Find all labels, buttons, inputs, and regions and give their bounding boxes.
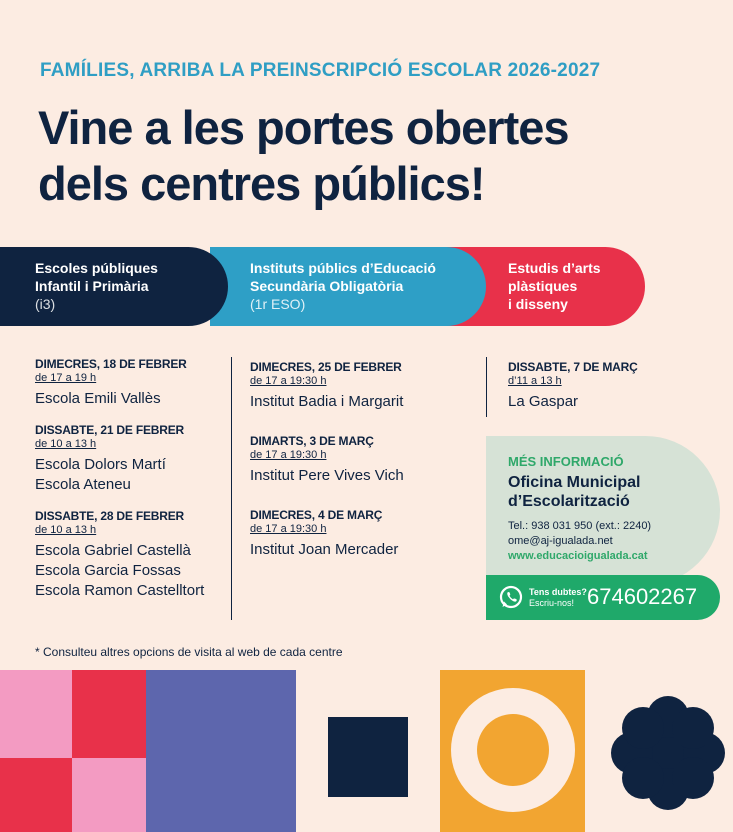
- event-place: Escola Emili Vallès: [35, 390, 161, 407]
- category-arts-line-2: plàstiques: [508, 278, 578, 294]
- footnote: * Consulteu altres opcions de visita al web de cada centre: [35, 645, 343, 659]
- info-phone: Tel.: 938 031 950 (ext.: 2240): [508, 520, 652, 532]
- red-square-decoration: [0, 758, 72, 832]
- school-name: Escola Garcia Fossas: [35, 562, 181, 579]
- event-item: [35, 357, 225, 409]
- event-item: [250, 508, 470, 560]
- event-day: DIMECRES, 25 DE FEBRER: [250, 360, 402, 374]
- category-secondary-sub: (1r ESO): [250, 296, 306, 312]
- event-time: de 17 a 19:30 h: [250, 375, 327, 387]
- whatsapp-icon: [498, 584, 524, 610]
- event-time: de 17 a 19:30 h: [250, 449, 327, 461]
- whatsapp-line-1: Tens dubtes?: [529, 587, 587, 597]
- whatsapp-line-2: Escriu-nos!: [529, 598, 575, 608]
- headline-line-2: dels centres públics!: [38, 157, 485, 210]
- schedule-column-arts: [508, 360, 708, 426]
- info-title-line-2: d’Escolarització: [508, 493, 630, 510]
- info-box: [486, 436, 720, 585]
- category-arts-line-1: Estudis d’arts: [508, 260, 601, 276]
- event-time: de 10 a 13 h: [35, 524, 97, 536]
- event-time: de 10 a 13 h: [35, 438, 97, 450]
- event-place: Institut Pere Vives Vich: [250, 467, 404, 484]
- category-primary-sub: (i3): [35, 296, 56, 312]
- info-email[interactable]: ome@aj-igualada.net: [508, 535, 613, 547]
- whatsapp-banner[interactable]: [486, 575, 720, 620]
- schedule-column-secondary: [250, 360, 470, 574]
- event-item: [508, 360, 708, 412]
- category-primary-line-2: Infantil i Primària: [35, 278, 149, 294]
- column-divider: [231, 357, 232, 620]
- info-title: [508, 473, 720, 511]
- event-time: de 17 a 19:30 h: [250, 523, 327, 535]
- info-website[interactable]: www.educacioigualada.cat: [508, 550, 648, 562]
- category-primary-line-1: Escoles públiques: [35, 260, 158, 276]
- event-item: [250, 360, 470, 412]
- event-day: DISSABTE, 28 DE FEBRER: [35, 509, 184, 523]
- headline-line-1: Vine a les portes obertes: [38, 101, 569, 154]
- event-time: d’11 a 13 h: [508, 375, 562, 387]
- category-secondary: [210, 247, 486, 326]
- event-day: DIMECRES, 18 DE FEBRER: [35, 357, 187, 371]
- school-name: Escola Dolors Martí: [35, 456, 166, 473]
- category-secondary-line-1: Instituts públics d’Educació: [250, 260, 436, 276]
- event-day: DIMECRES, 4 DE MARÇ: [250, 508, 383, 522]
- school-name: Escola Gabriel Castellà: [35, 542, 191, 559]
- purple-rectangle-decoration: [146, 670, 296, 832]
- event-time: de 17 a 19 h: [35, 372, 97, 384]
- event-place: Institut Joan Mercader: [250, 541, 399, 558]
- event-item: [250, 434, 470, 486]
- school-name: Escola Ateneu: [35, 476, 131, 493]
- event-place: Institut Badia i Margarit: [250, 393, 404, 410]
- whatsapp-number[interactable]: 674602267: [587, 584, 698, 609]
- event-place: La Gaspar: [508, 393, 579, 410]
- category-primary: [0, 247, 228, 326]
- schedule-column-primary: [35, 357, 225, 615]
- category-secondary-line-2: Secundària Obligatòria: [250, 278, 404, 294]
- event-day: DISSABTE, 7 DE MARÇ: [508, 360, 638, 374]
- pink-square-decoration: [72, 758, 146, 832]
- info-label: MÉS INFORMACIÓ: [508, 454, 624, 469]
- ring-decoration: [440, 670, 585, 832]
- pink-square-decoration: [0, 670, 72, 758]
- category-arts-line-3: i disseny: [508, 296, 568, 312]
- flower-decoration: [610, 695, 726, 811]
- kicker: FAMÍLIES, ARRIBA LA PREINSCRIPCIÓ ESCOLAR 2026-2027: [40, 60, 601, 81]
- navy-square-decoration: [328, 717, 408, 797]
- event-day: DIMARTS, 3 DE MARÇ: [250, 434, 374, 448]
- red-square-decoration: [72, 670, 146, 758]
- event-place: [35, 541, 225, 601]
- event-item: [35, 423, 225, 495]
- event-item: [35, 509, 225, 601]
- event-place: [35, 455, 225, 495]
- column-divider: [486, 357, 487, 417]
- info-title-line-1: Oficina Municipal: [508, 474, 641, 491]
- headline: [38, 100, 569, 212]
- event-day: DISSABTE, 21 DE FEBRER: [35, 423, 184, 437]
- school-name: Escola Ramon Castelltort: [35, 582, 205, 599]
